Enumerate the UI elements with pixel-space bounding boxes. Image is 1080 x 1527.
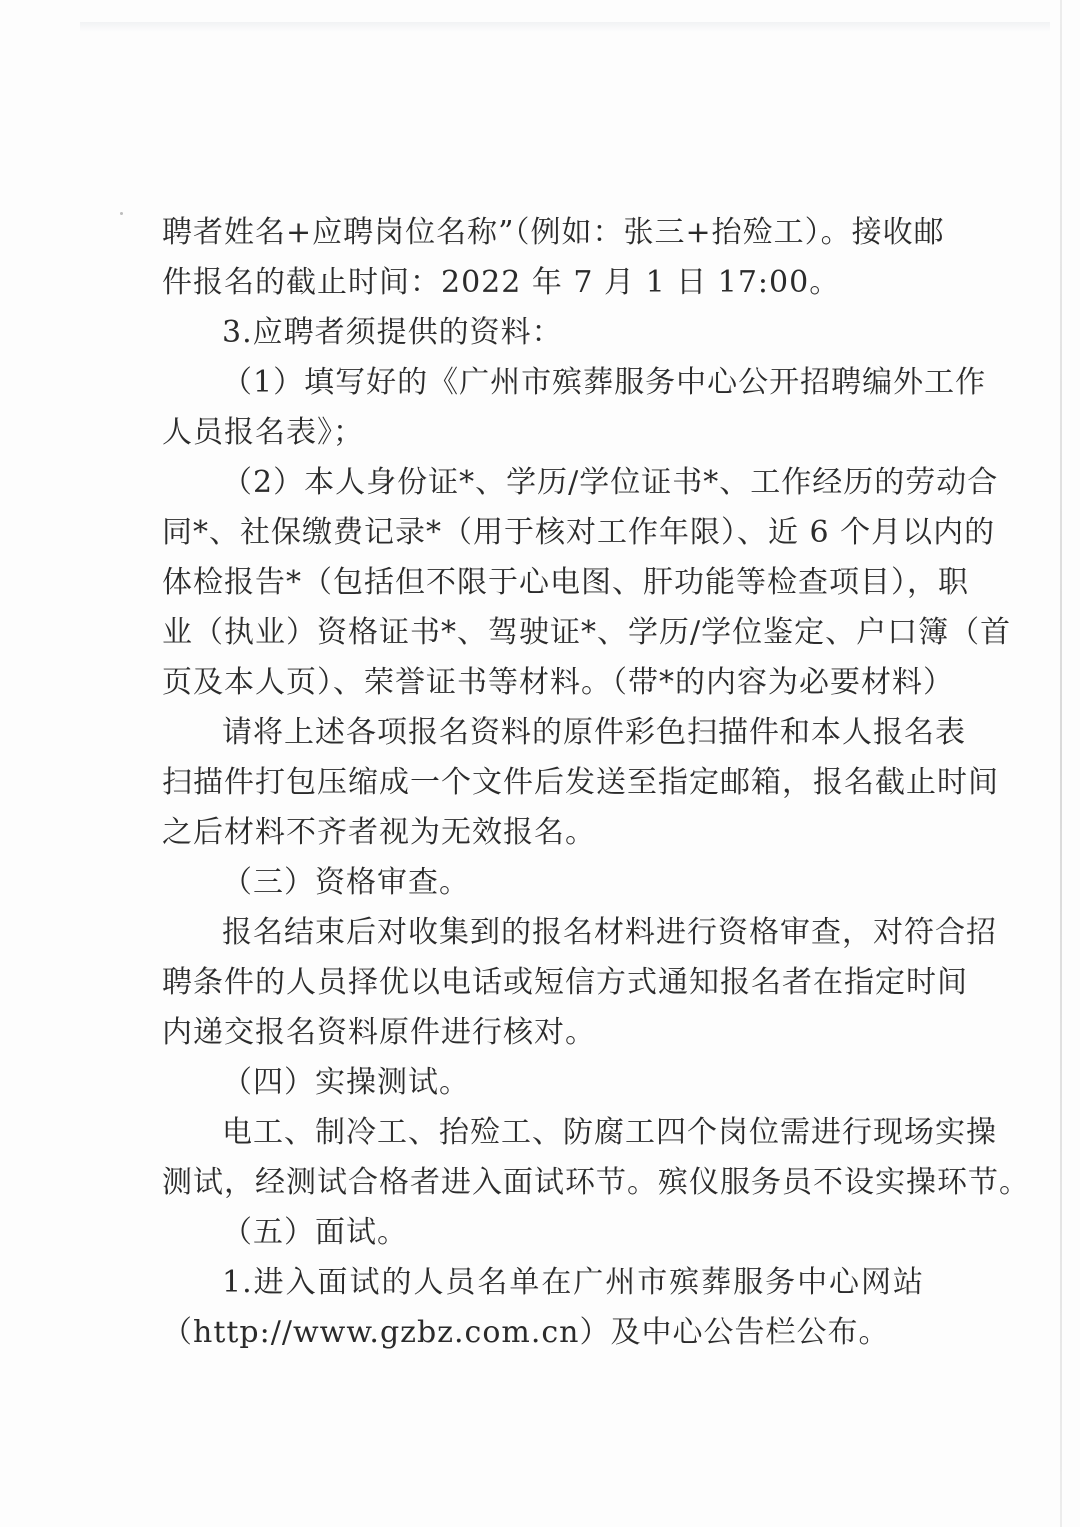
text-line: （2）本人身份证*、学历/学位证书*、工作经历的劳动合 (222, 465, 999, 500)
text-line: 人员报名表》； (162, 415, 364, 450)
text-line: 内递交报名资料原件进行核对。 (162, 1015, 596, 1050)
section-heading: （五）面试。 (222, 1215, 408, 1250)
text-line: 测试，经测试合格者进入面试环节。殡仪服务员不设实操环节。 (162, 1165, 1030, 1200)
text-line: 聘者姓名+应聘岗位名称”（例如：张三+抬殓工）。接收邮 (162, 215, 945, 250)
text-line: 页及本人页）、荣誉证书等材料。（带*的内容为必要材料） (162, 665, 954, 700)
text-line: 3.应聘者须提供的资料： (222, 315, 563, 350)
text-line: 1.进入面试的人员名单在广州市殡葬服务中心网站 (222, 1265, 924, 1300)
text-line: 电工、制冷工、抬殓工、防腐工四个岗位需进行现场实操 (222, 1115, 997, 1150)
text-line: 体检报告*（包括但不限于心电图、肝功能等检查项目），职 (162, 565, 969, 600)
document-body (162, 208, 1030, 1358)
section-heading: （四）实操测试。 (222, 1065, 470, 1100)
text-line: 件报名的截止时间：2022 年 7 月 1 日 17:00。 (162, 265, 841, 300)
section-heading: （三）资格审查。 (222, 865, 470, 900)
text-line: 报名结束后对收集到的报名材料进行资格审查，对符合招 (222, 915, 997, 950)
text-line: （http://www.gzbz.com.cn）及中心公告栏公布。 (162, 1315, 890, 1350)
page-edge (1060, 0, 1062, 1527)
scan-shadow (80, 22, 1050, 32)
scan-speck (120, 212, 123, 215)
text-line: （1）填写好的《广州市殡葬服务中心公开招聘编外工作 (222, 365, 987, 400)
text-line: 业（执业）资格证书*、驾驶证*、学历/学位鉴定、户口簿（首 (162, 615, 1012, 650)
text-line: 聘条件的人员择优以电话或短信方式通知报名者在指定时间 (162, 965, 968, 1000)
text-line: 之后材料不齐者视为无效报名。 (162, 815, 596, 850)
text-line: 请将上述各项报名资料的原件彩色扫描件和本人报名表 (222, 715, 966, 750)
text-line: 同*、社保缴费记录*（用于核对工作年限）、近 6 个月以内的 (162, 515, 996, 550)
text-line: 扫描件打包压缩成一个文件后发送至指定邮箱，报名截止时间 (162, 765, 999, 800)
